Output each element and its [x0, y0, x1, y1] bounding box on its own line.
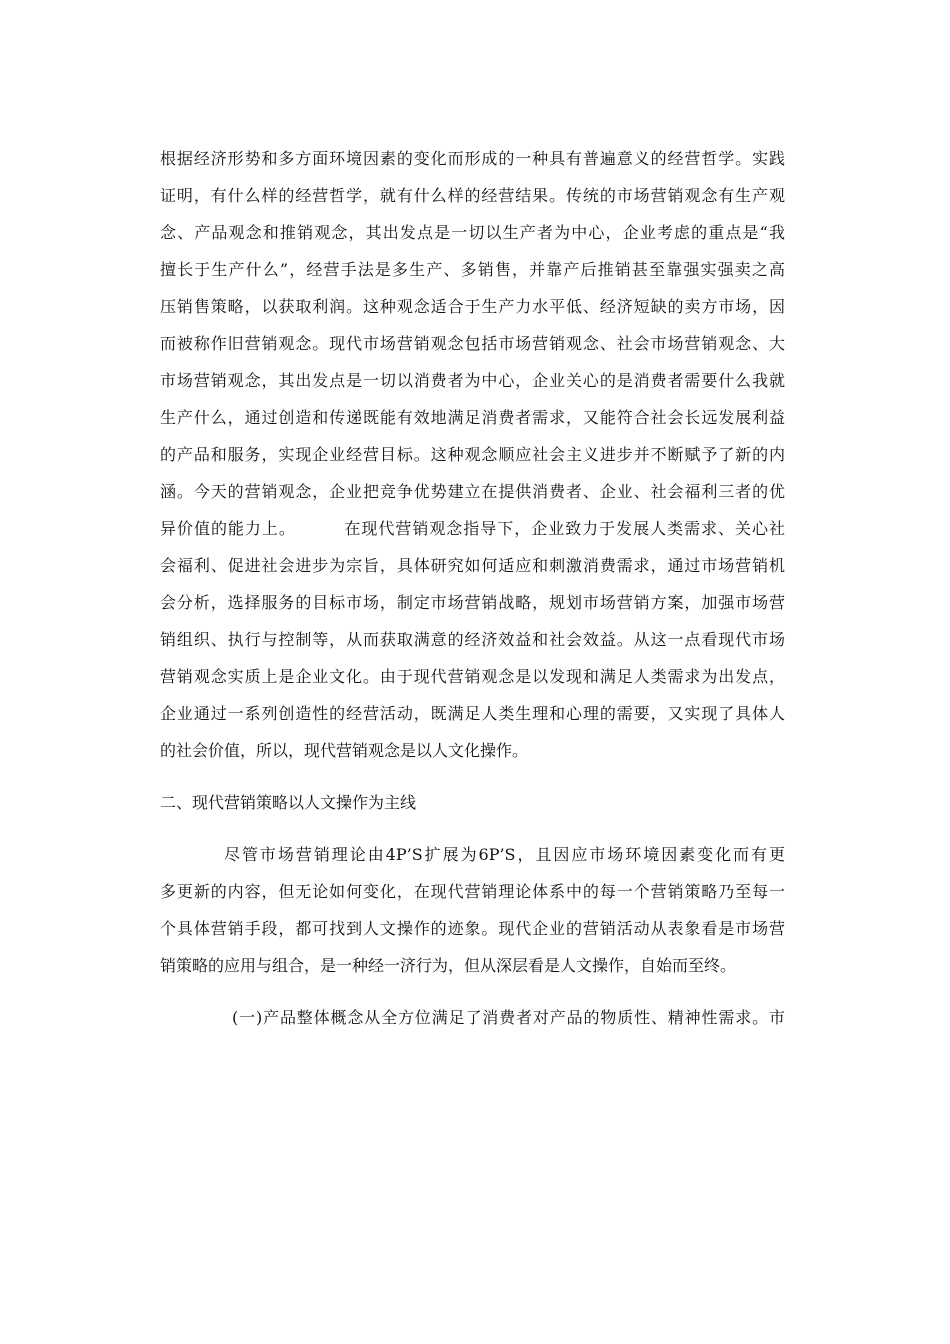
- text-line: 营销观念实质上是企业文化。由于现代营销观念是以发现和满足人类需求为出发点，: [160, 667, 785, 686]
- text-line: 市场营销观念，其出发点是一切以消费者为中心，企业关心的是消费者需要什么我就: [160, 371, 785, 390]
- text-line: 个具体营销手段，都可找到人文操作的迹象。现代企业的营销活动从表象看是市场营: [160, 919, 785, 938]
- text-line: 的产品和服务，实现企业经营目标。这种观念顺应社会主义进步并不断赋予了新的内: [160, 445, 785, 464]
- text-line: 企业通过一系列创造性的经营活动，既满足人类生理和心理的需要，又实现了具体人: [160, 704, 785, 723]
- text-line: 异价值的能力上。 在现代营销观念指导下，企业致力于发展人类需求、关心社: [160, 519, 785, 538]
- text-line: 销策略的应用与组合，是一种经一济行为，但从深层看是人文操作，自始而至终。: [160, 956, 737, 975]
- text-line: 会分析，选择服务的目标市场，制定市场营销战略，规划市场营销方案，加强市场营: [160, 593, 785, 612]
- text-line: 尽管市场营销理论由4P’S扩展为6P’S，且因应市场环境因素变化而有更: [224, 845, 785, 864]
- paragraph-1: [160, 148, 785, 761]
- text-line: 压销售策略，以获取利润。这种观念适合于生产力水平低、经济短缺的卖方市场，因: [160, 297, 785, 316]
- text-line: (一)产品整体概念从全方位满足了消费者对产品的物质性、精神性需求。市: [232, 1008, 785, 1027]
- text-line: 念、产品观念和推销观念，其出发点是一切以生产者为中心，企业考虑的重点是“我: [160, 223, 785, 242]
- paragraph-3: [160, 1007, 785, 1028]
- text-line: 会福利、促进社会进步为宗旨，具体研究如何适应和刺激消费需求，通过市场营销机: [160, 556, 785, 575]
- text-line: 涵。今天的营销观念，企业把竞争优势建立在提供消费者、企业、社会福利三者的优: [160, 482, 785, 501]
- text-line: 擅长于生产什么”，经营手法是多生产、多销售，并靠产后推销甚至靠强实强卖之高: [160, 260, 785, 279]
- section-heading: 二、现代营销策略以人文操作为主线: [160, 793, 417, 812]
- paragraph-2: [160, 844, 785, 976]
- text-line: 而被称作旧营销观念。现代市场营销观念包括市场营销观念、社会市场营销观念、大: [160, 334, 785, 353]
- document-page: [160, 148, 785, 1044]
- text-line: 的社会价值，所以，现代营销观念是以人文化操作。: [160, 741, 529, 760]
- text-line: 根据经济形势和多方面环境因素的变化而形成的一种具有普遍意义的经营哲学。实践: [160, 149, 785, 168]
- text-line: 销组织、执行与控制等，从而获取满意的经济效益和社会效益。从这一点看现代市场: [160, 630, 785, 649]
- text-line: 生产什么，通过创造和传递既能有效地满足消费者需求，又能符合社会长远发展利益: [160, 408, 785, 427]
- text-line: 证明，有什么样的经营哲学，就有什么样的经营结果。传统的市场营销观念有生产观: [160, 186, 785, 205]
- text-line: 多更新的内容，但无论如何变化，在现代营销理论体系中的每一个营销策略乃至每一: [160, 882, 785, 901]
